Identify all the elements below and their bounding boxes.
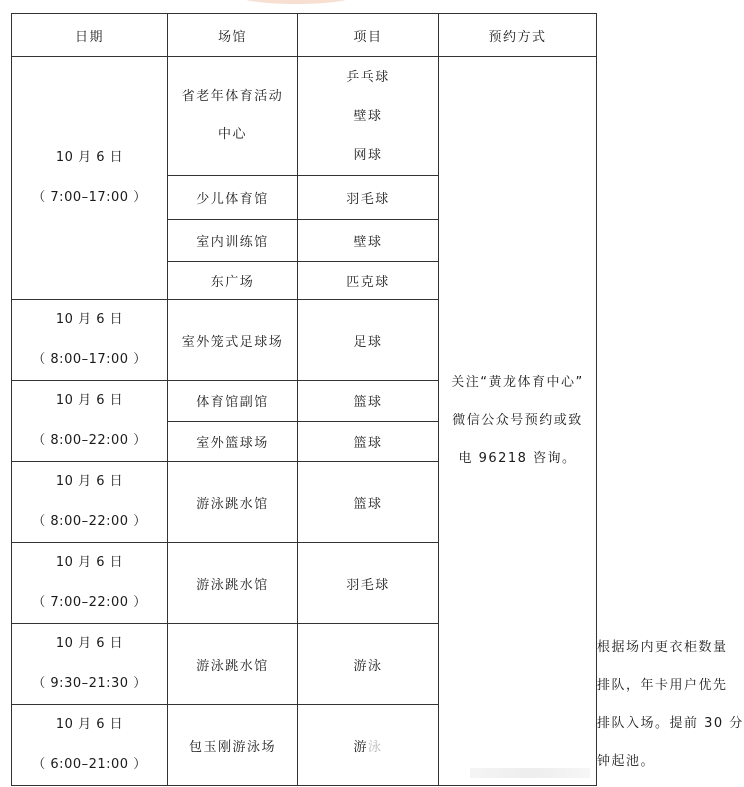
item-cell xyxy=(298,57,439,176)
venue-cell: 室外篮球场 xyxy=(168,421,298,462)
decorative-glow xyxy=(236,0,356,4)
item-text: 游 xyxy=(353,739,368,755)
item-cell: 足球 xyxy=(298,300,439,381)
venue-cell: 游泳跳水馆 xyxy=(168,624,298,705)
header-row xyxy=(12,14,597,57)
item-cell: 壁球 xyxy=(298,220,439,262)
time-range: （ 8:00–17:00 ） xyxy=(32,352,147,367)
date-cell xyxy=(12,381,168,462)
date-text: 10 月 6 日 xyxy=(55,717,124,732)
date-cell xyxy=(12,462,168,543)
date-text: 10 月 6 日 xyxy=(55,474,124,489)
watermark-smudge xyxy=(470,768,590,778)
item-cell: 匹克球 xyxy=(298,262,439,300)
time-range: （ 7:00–22:00 ） xyxy=(32,595,147,610)
venue-cell: 室外笼式足球场 xyxy=(168,300,298,381)
time-range: （ 9:30–21:30 ） xyxy=(32,676,147,691)
venue-cell xyxy=(168,57,298,176)
item-text: 网球 xyxy=(353,147,383,163)
header-item: 项目 xyxy=(298,14,439,57)
venue-cell: 东广场 xyxy=(168,262,298,300)
venue-cell: 少儿体育馆 xyxy=(168,176,298,220)
venue-cell: 游泳跳水馆 xyxy=(168,462,298,543)
date-text: 10 月 6 日 xyxy=(55,636,124,651)
venue-cell: 游泳跳水馆 xyxy=(168,543,298,624)
item-cell: 篮球 xyxy=(298,462,439,543)
schedule-table xyxy=(11,13,744,786)
table-row: 10 月 6 日 （ 9:30–21:30 ） 游泳跳水馆 游泳 根据场内更衣柜数量 排队，年卡用户优先 排队入场。提前 30 分 钟起池。 xyxy=(12,624,597,705)
booking-text: 关注“黄龙体育中心” xyxy=(451,375,584,390)
header-venue: 场馆 xyxy=(168,14,298,57)
item-cell xyxy=(298,705,439,786)
header-booking: 预约方式 xyxy=(439,14,597,57)
date-text: 10 月 6 日 xyxy=(55,393,124,408)
date-text: 10 月 6 日 xyxy=(55,555,124,570)
date-text: 10 月 6 日 xyxy=(55,312,124,327)
item-cell: 游泳 xyxy=(298,624,439,705)
item-cell: 篮球 xyxy=(298,421,439,462)
item-text-faded: 泳 xyxy=(368,739,383,755)
date-cell xyxy=(12,300,168,381)
header-date: 日期 xyxy=(12,14,168,57)
item-text: 乒乓球 xyxy=(346,69,390,85)
booking-text: 微信公众号预约或致 xyxy=(452,413,583,428)
time-range: （ 8:00–22:00 ） xyxy=(32,514,147,529)
item-text: 壁球 xyxy=(353,108,383,124)
booking-text: 电 96218 咨询。 xyxy=(458,451,577,466)
date-cell xyxy=(12,705,168,786)
time-range: （ 7:00–17:00 ） xyxy=(32,190,147,205)
venue-cell: 包玉刚游泳场 xyxy=(168,705,298,786)
table-row xyxy=(12,57,597,176)
date-cell xyxy=(12,543,168,624)
venue-cell: 室内训练馆 xyxy=(168,220,298,262)
venue-text: 中心 xyxy=(217,127,247,142)
time-range: （ 8:00–22:00 ） xyxy=(32,433,147,448)
venue-cell: 体育馆副馆 xyxy=(168,381,298,422)
date-cell xyxy=(12,57,168,300)
booking-cell xyxy=(439,57,597,786)
item-cell: 羽毛球 xyxy=(298,543,439,624)
item-cell: 羽毛球 xyxy=(298,176,439,220)
item-cell: 篮球 xyxy=(298,381,439,422)
date-text: 10 月 6 日 xyxy=(55,150,124,165)
time-range: （ 6:00–21:00 ） xyxy=(32,757,147,772)
date-cell xyxy=(12,624,168,705)
venue-text: 省老年体育活动 xyxy=(181,89,284,104)
